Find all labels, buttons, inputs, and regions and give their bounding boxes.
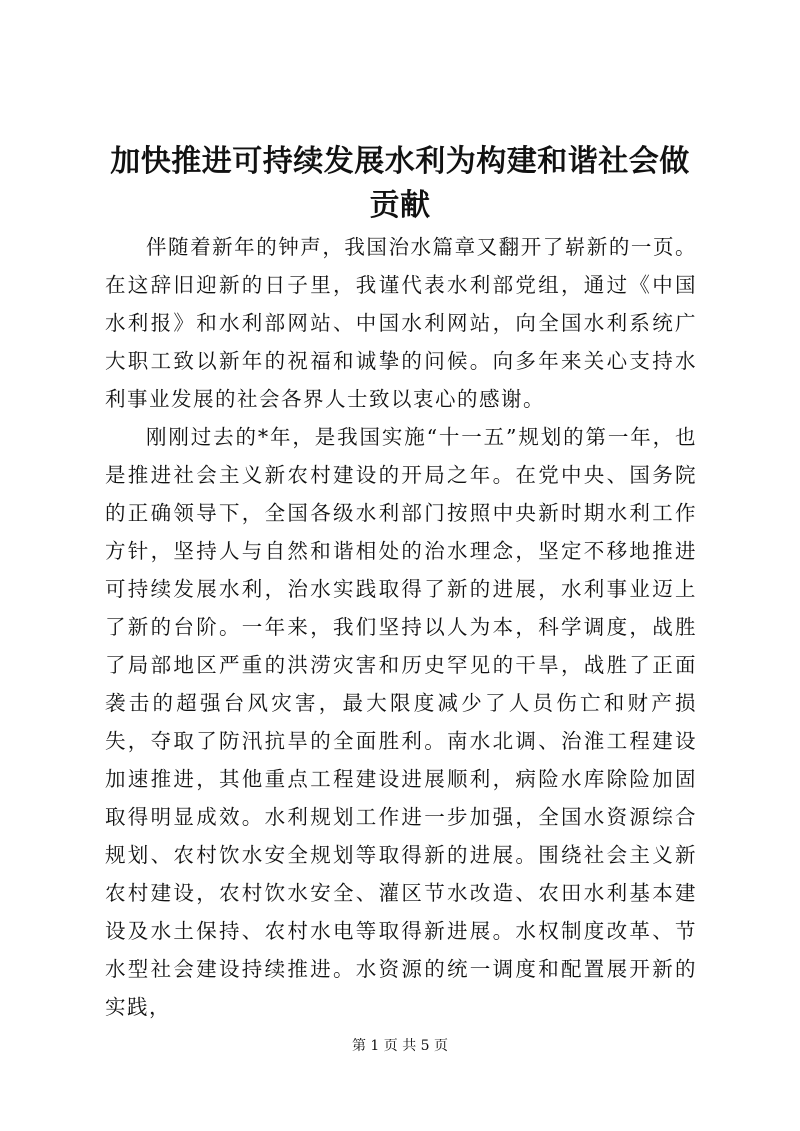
document-title: 加快推进可持续发展水利为构建和谐社会做贡献	[110, 144, 690, 223]
paragraph-2: 刚刚过去的*年，是我国实施“十一五”规划的第一年，也是推进社会主义新农村建设的开局之年。在党中央、国务院的正确领导下，全国各级水利部门按照中央新时期水利工作方针，坚持人与自然和谐相处的治水理念，坚定不移地推进可持续发展水利，治水实践取得了新的进展，水利事业迈上了新的台阶。一年来，我们坚持以人为本，科学调度，战胜了局部地区严重的洪涝灾害和历史罕见的干旱，战胜了正面袭击的超强台风灾害，最大限度减少了人员伤亡和财产损失，夺取了防汛抗旱的全面胜利。南水北调、治淮工程建设加速推进，其他重点工程建设进展顺利，病险水库除险加固取得明显成效。水利规划工作进一步加强，全国水资源综合规划、农村饮水安全规划等取得新的进展。围绕社会主义新农村建设，农村饮水安全、灌区节水改造、农田水利基本建设及水土保持、农村水电等取得新进展。水权制度改革、节水型社会建设持续推进。水资源的统一调度和配置展开新的实践，	[105, 425, 697, 1019]
page-footer: 第 1 页 共 5 页	[351, 1038, 449, 1054]
document-body	[105, 228, 697, 1026]
paragraph-1: 伴随着新年的钟声，我国治水篇章又翻开了崭新的一页。在这辞旧迎新的日子里，我谨代表水利部党组，通过《中国水利报》和水利部网站、中国水利网站，向全国水利系统广大职工致以新年的祝福和诚挚的问候。向多年来关心支持水利事业发展的社会各界人士致以衷心的感谢。	[105, 235, 697, 411]
